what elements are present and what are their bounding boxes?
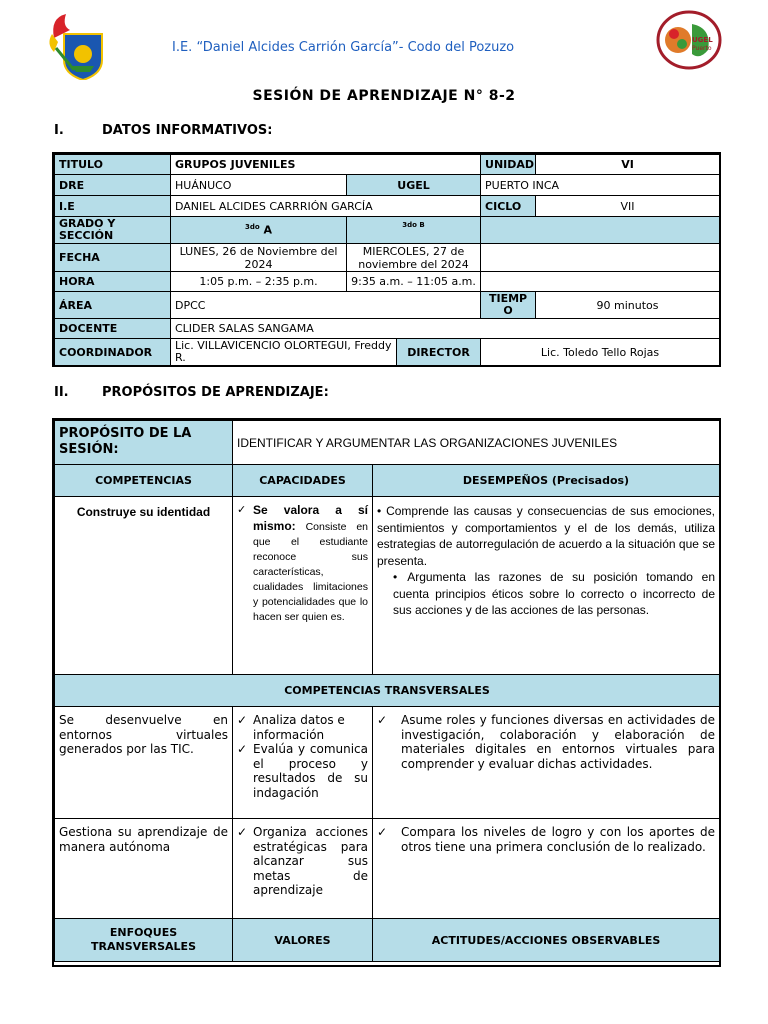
tr2-competencia: Gestiona su aprendizaje de manera autónoma: [55, 819, 233, 919]
section-1-heading: [54, 123, 272, 138]
fecha-b: MIERCOLES, 27 de noviembre del 2024: [347, 244, 481, 272]
grado-empty: [481, 217, 720, 244]
check-icon: ✓: [237, 825, 248, 839]
ciclo-label: CICLO: [481, 196, 536, 217]
hora-b: 9:35 a.m. – 11:05 a.m.: [347, 272, 481, 292]
tr2-desempeno: [373, 819, 720, 919]
tr1-desempeno: [373, 707, 720, 819]
section-2-number: II.: [54, 385, 69, 400]
hora-label: HORA: [55, 272, 171, 292]
check-icon: ✓: [377, 825, 388, 839]
competencia-cell: Construye su identidad: [55, 497, 233, 675]
col-desempenos: DESEMPEÑOS (Precisados): [373, 465, 720, 497]
hora-empty: [481, 272, 720, 292]
valores-header: VALORES: [233, 919, 373, 962]
coordinador-label: COORDINADOR: [55, 339, 171, 366]
ugel-value: PUERTO INCA: [481, 175, 720, 196]
titulo-label: TITULO: [55, 155, 171, 175]
info-table: [54, 154, 720, 366]
grado-a: A: [263, 223, 273, 237]
fecha-label: FECHA: [55, 244, 171, 272]
tr1-des: Asume roles y funciones diversas en actividades de investigación, colaboración y elaboración de materiales digitales en entornos virtuales para comprender y evaluar dichas actividades.: [401, 713, 716, 771]
director-label: DIRECTOR: [397, 339, 481, 366]
tr1-capacidades: [233, 707, 373, 819]
proposito-label: PROPÓSITO DE LA SESIÓN:: [55, 421, 233, 465]
actitudes-header: ACTITUDES/ACCIONES OBSERVABLES: [373, 919, 720, 962]
hora-a: 1:05 p.m. – 2:35 p.m.: [171, 272, 347, 292]
enfoques-header: ENFOQUES TRANSVERSALES: [55, 919, 233, 962]
school-logo: [44, 8, 108, 80]
ie-label: I.E: [55, 196, 171, 217]
svg-text:Puerto: Puerto: [692, 45, 712, 52]
check-icon: ✓: [237, 713, 248, 727]
purpose-table: [54, 420, 720, 962]
section-2-title: PROPÓSITOS DE APRENDIZAJE:: [102, 385, 329, 400]
tr2-capacidades: [233, 819, 373, 919]
check-icon: ✓: [377, 713, 388, 727]
titulo-value: GRUPOS JUVENILES: [171, 155, 481, 175]
section-1-title: DATOS INFORMATIVOS:: [102, 123, 273, 138]
ugel-logo: [656, 10, 722, 70]
school-title: I.E. “Daniel Alcides Carrión García”- Codo del Pozuzo: [172, 40, 515, 55]
tr1-cap1: Analiza datos e información: [253, 713, 345, 742]
ie-value: DANIEL ALCIDES CARRRIÓN GARCÍA: [171, 196, 481, 217]
grado-b: 3do B: [347, 217, 481, 244]
tr2-cap: Organiza acciones estratégicas para alcanzar sus metas de aprendizaje: [253, 825, 368, 897]
desempeno-1: • Comprende las causas y consecuencias de sus emociones, sentimientos y comportamientos y el de los demás, utiliza estrategias de autorregulación de acuerdo a la situación que se presenta.: [377, 504, 716, 568]
area-value: DPCC: [171, 292, 481, 319]
area-label: ÁREA: [55, 292, 171, 319]
transversales-title: COMPETENCIAS TRANSVERSALES: [55, 675, 720, 707]
capacidad-text: Consiste en que el estudiante reconoce sus características, cualidades limitaciones y potencialidades que lo hacen ser quien es.: [253, 521, 368, 623]
docente-value: CLIDER SALAS SANGAMA: [171, 319, 720, 339]
check-icon: ✓: [237, 503, 247, 516]
tr2-des: Compara los niveles de logro y con los aportes de otros tiene una primera conclusión de lo realizado.: [401, 825, 716, 854]
dre-label: DRE: [55, 175, 171, 196]
coordinador-value: Lic. VILLAVICENCIO OLORTEGUI, Freddy R.: [171, 339, 397, 366]
capacidad-cell: [233, 497, 373, 675]
grado-a-cell: [171, 217, 347, 244]
dre-value: HUÁNUCO: [171, 175, 347, 196]
col-capacidades: CAPACIDADES: [233, 465, 373, 497]
proposito-text: IDENTIFICAR Y ARGUMENTAR LAS ORGANIZACIONES JUVENILES: [233, 421, 720, 465]
unidad-label: UNIDAD: [481, 155, 536, 175]
document-title: SESIÓN DE APRENDIZAJE N° 8-2: [252, 88, 516, 104]
grado-label: GRADO Y SECCIÓN: [55, 217, 171, 244]
ugel-label: UGEL: [347, 175, 481, 196]
tr1-competencia: Se desenvuelve en entornos virtuales generados por las TIC.: [55, 707, 233, 819]
capacidad-bold: Se valora a sí mismo:: [253, 503, 368, 533]
check-icon: ✓: [237, 742, 248, 756]
tr1-cap2: Evalúa y comunica el proceso y resultados de su indagación: [253, 742, 368, 800]
tiempo-value: 90 minutos: [536, 292, 720, 319]
svg-text:UGEL: UGEL: [692, 36, 713, 44]
grado-a-sup: 3do: [244, 223, 260, 232]
fecha-a: LUNES, 26 de Noviembre del 2024: [171, 244, 347, 272]
desempeno-2-wrap: • Argumenta las razones de su posición tomando en cuenta principios éticos sobre lo correcto o incorrecto de sus acciones y de las acciones de las personas.: [393, 570, 716, 617]
section-2-heading: [54, 385, 329, 400]
ciclo-value: VII: [536, 196, 720, 217]
section-1-number: I.: [54, 123, 64, 138]
desempeno-cell: [373, 497, 720, 675]
fecha-empty: [481, 244, 720, 272]
director-value: Lic. Toledo Tello Rojas: [481, 339, 720, 366]
docente-label: DOCENTE: [55, 319, 171, 339]
col-competencias: COMPETENCIAS: [55, 465, 233, 497]
desempeno-2: Argumenta las razones de su posición tomando en cuenta principios éticos sobre lo correcto o incorrecto de sus acciones y de las acciones de las personas.: [393, 570, 716, 617]
unidad-value: VI: [536, 155, 720, 175]
tiempo-label: TIEMP O: [481, 292, 536, 319]
